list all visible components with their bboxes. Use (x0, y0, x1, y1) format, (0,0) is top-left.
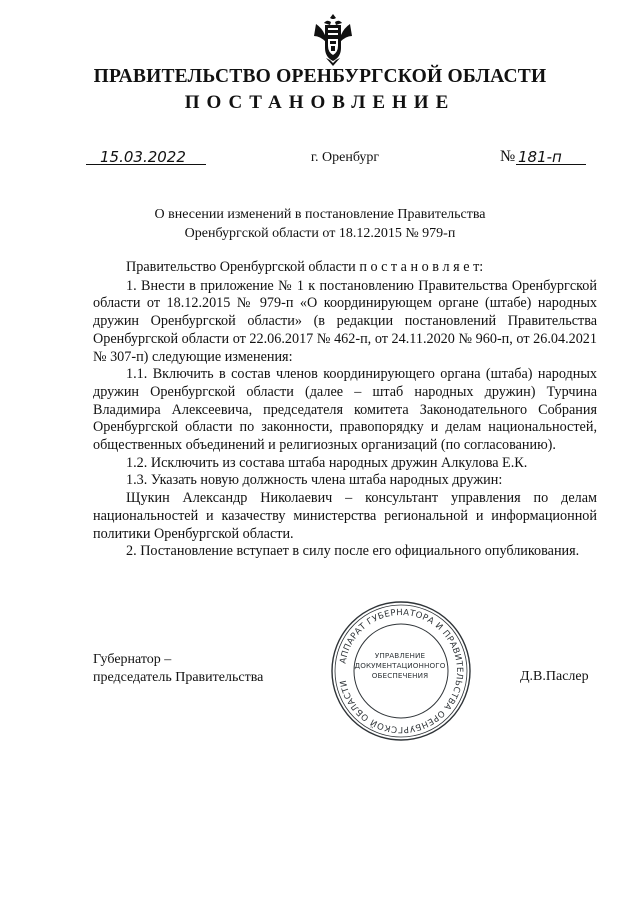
stamp-center-text (351, 651, 449, 681)
stamp-center-line-3: ОБЕСПЕЧЕНИЯ (371, 671, 429, 680)
document-body (93, 259, 597, 561)
position-line-2: председатель Правительства (93, 670, 264, 685)
signatory-position (93, 651, 263, 687)
document-number: 181-п (518, 148, 562, 166)
signatory-name: Д.В.Паслер (520, 669, 589, 684)
preamble-subject: Правительство Оренбургской области (126, 259, 356, 275)
paragraph-2: 2. Постановление вступает в силу после его официального опубликования. (126, 543, 580, 560)
preamble-verb: п о с т а н о в л я е т: (359, 259, 484, 275)
date-underline (86, 164, 206, 165)
position-line-1: Губернатор – (93, 652, 172, 667)
paragraph-1-2: 1.2. Исключить из состава штаба народных дружин Алкулова Е.К. (126, 454, 528, 471)
stamp-center-line-1: УПРАВЛЕНИЕ (374, 651, 426, 660)
number-underline (516, 164, 586, 165)
organization-heading: ПРАВИТЕЛЬСТВО ОРЕНБУРГСКОЙ ОБЛАСТИ (93, 66, 547, 87)
document-type-heading: ПОСТАНОВЛЕНИЕ (184, 92, 456, 113)
paragraph-1: 1. Внести в приложение № 1 к постановлению Правительства Оренбургской области от 18.12.2015 № 979-п «О координирующем органе (штабе) народных дружин Оренбургской области» (в редакции постановлений Правительства Оренбургской области от 22.06.2017 № 462-п, от 24.11.2020 № 960-п, от 26.04.2021 № 307-п) следующие изменения: (93, 277, 597, 365)
preamble (93, 259, 597, 277)
document-date: 15.03.2022 (100, 148, 186, 166)
document-title (100, 205, 540, 243)
document-city: г. Оренбург (310, 150, 380, 165)
title-line-2: Оренбургской области от 18.12.2015 № 979-п (184, 226, 456, 241)
coat-of-arms-emblem (312, 14, 354, 66)
paragraph-1-1: 1.1. Включить в состав членов координирующего органа (штаба) народных дружин Оренбургской области (далее – штаб народных дружин) Турчина Владимира Алексеевича, председателя комитета Законодательного Собрания Оренбургской области по законности, правопорядку и делам национальностей, общественных объединений и религиозных организаций (по согласованию). (93, 366, 597, 454)
number-label: № (500, 148, 516, 165)
paragraph-1-3-detail: Щукин Александр Николаевич – консультант управления по делам национальностей и казачеству министерства региональной и информационной политики Оренбургской области. (93, 490, 597, 542)
paragraph-1-3: 1.3. Указать новую должность члена штаба народных дружин: (126, 472, 503, 489)
stamp-center-line-2: ДОКУМЕНТАЦИОННОГО (354, 661, 446, 670)
title-line-1: О внесении изменений в постановление Правительства (154, 207, 486, 222)
stamp-ring-text: АППАРАТ ГУБЕРНАТОРА И ПРАВИТЕЛЬСТВА ОРЕНБУРГСКОЙ ОБЛАСТИ (338, 607, 465, 735)
